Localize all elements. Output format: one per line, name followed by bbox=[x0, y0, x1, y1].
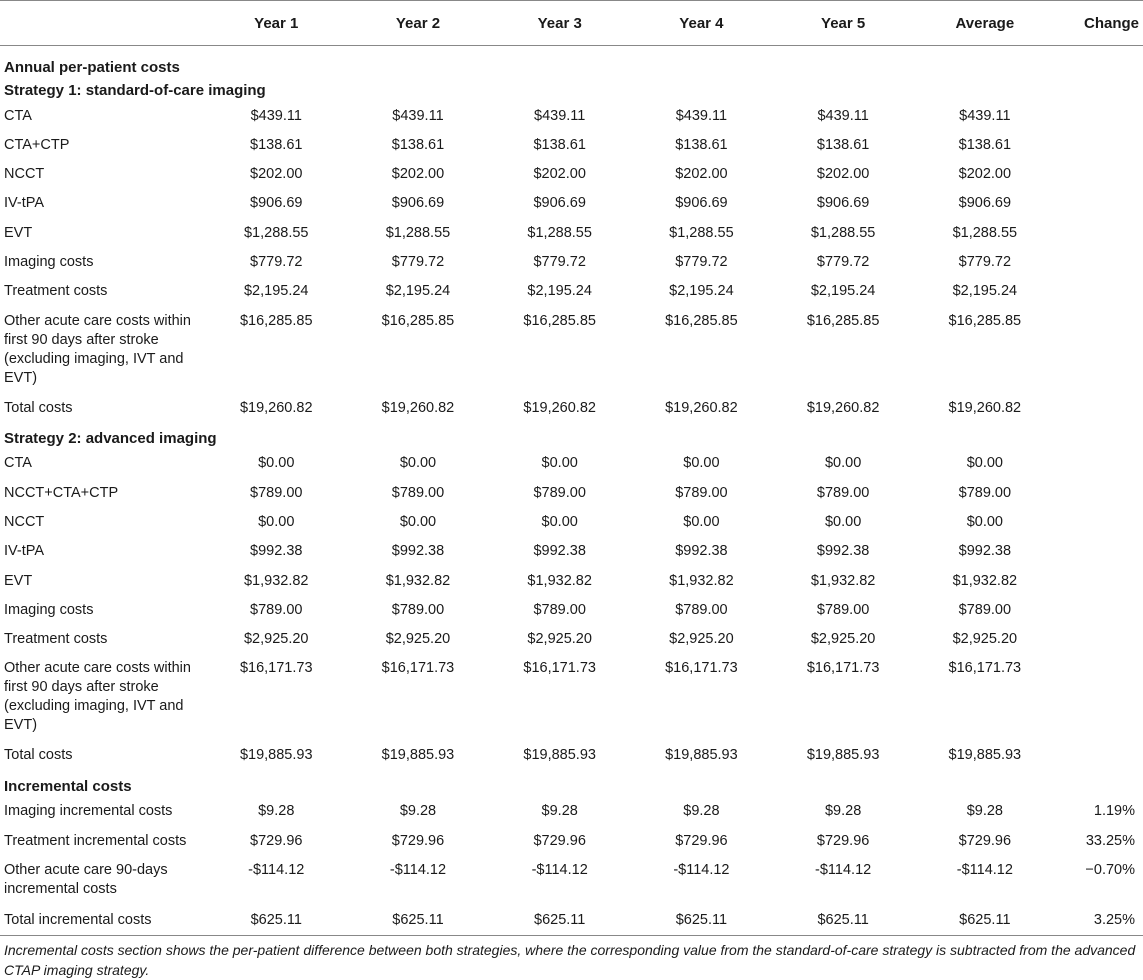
header-cell bbox=[0, 1, 205, 46]
cell-change: 1.19% bbox=[1093, 803, 1135, 820]
cell-year-3: $439.11 bbox=[534, 107, 586, 124]
table-row bbox=[0, 539, 1143, 568]
cell-year-2: $906.69 bbox=[391, 195, 445, 212]
row-label: IV-tPA bbox=[4, 195, 45, 212]
cell-year-4: $16,171.73 bbox=[665, 660, 738, 677]
table-row bbox=[0, 743, 1143, 772]
section-row bbox=[0, 773, 1143, 800]
section-title-incremental: Incremental costs bbox=[4, 777, 132, 795]
row-label: Total costs bbox=[4, 399, 73, 416]
row-label: Imaging costs bbox=[4, 601, 94, 618]
cell-change bbox=[1056, 221, 1143, 250]
cell-year-2: -$114.12 bbox=[389, 861, 447, 878]
cell-change bbox=[1056, 162, 1143, 191]
cell-year-1: $729.96 bbox=[250, 832, 303, 849]
cell-change bbox=[1056, 627, 1143, 656]
cell-average: $729.96 bbox=[958, 832, 1012, 849]
table-row bbox=[0, 396, 1143, 425]
cell-average: $202.00 bbox=[958, 166, 1012, 183]
cell-year-1: $1,932.82 bbox=[243, 572, 309, 589]
cell-year-3: $729.96 bbox=[533, 832, 586, 849]
cell-year-3: $625.11 bbox=[489, 908, 631, 936]
cell-year-4: $779.72 bbox=[675, 253, 728, 270]
cell-change bbox=[1056, 133, 1143, 162]
table-row bbox=[0, 799, 1143, 828]
section-row bbox=[0, 46, 1143, 78]
cell-year-1: $625.11 bbox=[205, 908, 347, 936]
table-row bbox=[0, 510, 1143, 539]
row-label: Treatment costs bbox=[4, 283, 108, 300]
header-change: Change bbox=[1056, 1, 1143, 46]
cell-average: $625.11 bbox=[914, 908, 1056, 936]
table-row bbox=[0, 133, 1143, 162]
cell-year-5: $992.38 bbox=[816, 543, 870, 560]
table-body bbox=[0, 46, 1143, 936]
header-year-1: Year 1 bbox=[205, 1, 347, 46]
cell-average: $0.00 bbox=[966, 513, 1003, 530]
cell-year-5: $16,285.85 bbox=[806, 312, 880, 329]
cell-change bbox=[1056, 598, 1143, 627]
cell-year-3: $789.00 bbox=[533, 601, 586, 618]
table-row bbox=[0, 627, 1143, 656]
section-row bbox=[0, 425, 1143, 452]
cell-year-4: $789.00 bbox=[675, 601, 728, 618]
cell-average: $19,885.93 bbox=[948, 747, 1022, 764]
cell-year-3: $2,195.24 bbox=[527, 283, 592, 300]
cell-year-5: $779.72 bbox=[816, 253, 870, 270]
cell-change bbox=[1056, 279, 1143, 308]
cell-year-4: $0.00 bbox=[683, 513, 720, 530]
cell-year-2: $789.00 bbox=[391, 484, 445, 501]
cell-year-2: $138.61 bbox=[391, 136, 445, 153]
row-label: CTA+CTP bbox=[4, 136, 70, 153]
cell-year-5: $1,288.55 bbox=[810, 224, 876, 241]
cell-year-5: $0.00 bbox=[824, 455, 862, 472]
cell-year-5: $202.00 bbox=[816, 166, 870, 183]
cell-average: $2,195.24 bbox=[952, 283, 1018, 300]
table-row bbox=[0, 569, 1143, 598]
cell-year-2: $19,260.82 bbox=[381, 399, 455, 416]
row-label: Total incremental costs bbox=[0, 908, 205, 936]
cell-change bbox=[1056, 451, 1143, 480]
cell-year-2: $2,195.24 bbox=[385, 283, 451, 300]
cell-year-3: $906.69 bbox=[533, 195, 586, 212]
cell-year-4: $729.96 bbox=[675, 832, 728, 849]
cell-year-2: $0.00 bbox=[399, 455, 437, 472]
cell-average: $1,932.82 bbox=[952, 572, 1018, 589]
table-footnote: Incremental costs section shows the per-patient difference between both strategies, where the corresponding value from the standard-of-care strategy is subtracted from the advanced CTAP imaging strategy. bbox=[4, 941, 1136, 978]
cell-year-5: $789.00 bbox=[816, 484, 870, 501]
cell-change bbox=[1056, 104, 1143, 133]
cell-year-2: $992.38 bbox=[391, 543, 445, 560]
cell-year-1: $789.00 bbox=[250, 601, 303, 618]
cell-year-2: $0.00 bbox=[399, 513, 437, 530]
row-label: EVT bbox=[4, 572, 33, 589]
cell-change bbox=[1056, 569, 1143, 598]
row-label: Treatment incremental costs bbox=[4, 832, 187, 849]
row-label: EVT bbox=[4, 224, 33, 241]
cell-year-5: $19,260.82 bbox=[806, 399, 880, 416]
cell-year-2: $2,925.20 bbox=[385, 631, 451, 648]
cell-year-5: $9.28 bbox=[824, 803, 862, 820]
cell-year-3: $0.00 bbox=[541, 455, 578, 472]
row-label: Imaging incremental costs bbox=[4, 803, 173, 820]
cell-average: $16,285.85 bbox=[948, 312, 1022, 329]
cell-average: $9.28 bbox=[966, 803, 1003, 820]
cell-year-2: $439.11 bbox=[392, 107, 444, 124]
cell-year-1: $19,885.93 bbox=[239, 747, 313, 764]
cell-year-3: $779.72 bbox=[533, 253, 586, 270]
table-row bbox=[0, 656, 1143, 743]
cell-year-1: $0.00 bbox=[258, 455, 295, 472]
cell-year-2: $789.00 bbox=[391, 601, 445, 618]
cell-year-3: $1,288.55 bbox=[527, 224, 592, 241]
cell-year-1: $202.00 bbox=[250, 166, 303, 183]
cell-year-5: $729.96 bbox=[816, 832, 870, 849]
cell-year-1: $439.11 bbox=[250, 107, 302, 124]
cell-year-4: $789.00 bbox=[675, 484, 728, 501]
cell-year-2: $625.11 bbox=[347, 908, 489, 936]
cell-year-4: $1,288.55 bbox=[669, 224, 734, 241]
header-year-2: Year 2 bbox=[347, 1, 489, 46]
row-label: IV-tPA bbox=[4, 543, 45, 560]
cell-year-4: $992.38 bbox=[675, 543, 728, 560]
header-row bbox=[0, 1, 1143, 46]
cell-year-3: $202.00 bbox=[533, 166, 586, 183]
section-title-annual: Annual per-patient costs bbox=[4, 59, 180, 76]
cell-year-1: -$114.12 bbox=[248, 861, 305, 878]
cell-change bbox=[1056, 539, 1143, 568]
cell-year-2: $202.00 bbox=[391, 166, 445, 183]
section-title-strategy2: Strategy 2: advanced imaging bbox=[4, 429, 217, 447]
cell-average: $1,288.55 bbox=[952, 224, 1018, 241]
cell-year-5: -$114.12 bbox=[815, 861, 872, 878]
cell-year-5: $439.11 bbox=[817, 107, 869, 124]
cell-change: −0.70% bbox=[1085, 861, 1135, 878]
cell-year-5: $138.61 bbox=[816, 136, 870, 153]
cell-year-4: $19,260.82 bbox=[665, 399, 738, 416]
cell-year-5: $16,171.73 bbox=[806, 660, 880, 677]
cell-year-5: $1,932.82 bbox=[810, 572, 876, 589]
cell-year-2: $19,885.93 bbox=[381, 747, 455, 764]
cell-change bbox=[1056, 396, 1143, 425]
cell-average: $906.69 bbox=[958, 195, 1012, 212]
cell-average: $19,260.82 bbox=[948, 399, 1022, 416]
cell-year-4: $16,285.85 bbox=[665, 312, 738, 329]
cell-year-4: $9.28 bbox=[683, 803, 720, 820]
cell-year-1: $906.69 bbox=[250, 195, 303, 212]
row-label: Other acute care costs within first 90 days after stroke (excluding imaging, IVT and EVT) bbox=[4, 660, 191, 734]
cell-year-3: $1,932.82 bbox=[527, 572, 592, 589]
cell-year-3: $16,285.85 bbox=[523, 312, 596, 329]
row-label: Treatment costs bbox=[4, 631, 108, 648]
table-row bbox=[0, 191, 1143, 220]
cell-year-2: $9.28 bbox=[399, 803, 437, 820]
cell-year-5: $906.69 bbox=[816, 195, 870, 212]
cell-average: $439.11 bbox=[959, 107, 1011, 124]
row-label: Other acute care costs within first 90 days after stroke (excluding imaging, IVT and EVT) bbox=[4, 312, 191, 386]
cell-year-1: $9.28 bbox=[258, 803, 295, 820]
cell-year-1: $16,285.85 bbox=[239, 312, 313, 329]
table-row bbox=[0, 279, 1143, 308]
cell-change: 33.25% bbox=[1085, 832, 1135, 849]
cell-year-4: -$114.12 bbox=[673, 861, 730, 878]
cell-year-4: $138.61 bbox=[675, 136, 728, 153]
cell-year-4: $0.00 bbox=[683, 455, 720, 472]
cell-change: 3.25% bbox=[1056, 908, 1143, 936]
cell-average: $992.38 bbox=[958, 543, 1012, 560]
cell-year-1: $19,260.82 bbox=[239, 399, 313, 416]
cell-year-1: $992.38 bbox=[250, 543, 303, 560]
table-row bbox=[0, 104, 1143, 133]
row-label: Imaging costs bbox=[4, 253, 94, 270]
header-year-4: Year 4 bbox=[631, 1, 773, 46]
header-year-3: Year 3 bbox=[489, 1, 631, 46]
table-row bbox=[0, 309, 1143, 396]
cell-year-1: $789.00 bbox=[250, 484, 303, 501]
cell-year-3: $138.61 bbox=[533, 136, 586, 153]
table-row bbox=[0, 908, 1143, 936]
cell-average: $0.00 bbox=[966, 455, 1003, 472]
row-label: CTA bbox=[4, 107, 32, 124]
table-row bbox=[0, 250, 1143, 279]
table-row bbox=[0, 829, 1143, 858]
cell-change bbox=[1056, 481, 1143, 510]
cell-year-5: $625.11 bbox=[772, 908, 914, 936]
cell-year-3: $19,885.93 bbox=[523, 747, 596, 764]
cell-change bbox=[1056, 191, 1143, 220]
cell-year-2: $16,285.85 bbox=[381, 312, 455, 329]
cell-year-1: $2,925.20 bbox=[243, 631, 309, 648]
cell-average: $2,925.20 bbox=[952, 631, 1018, 648]
row-label: NCCT bbox=[4, 513, 45, 530]
cell-year-1: $1,288.55 bbox=[243, 224, 309, 241]
cell-average: -$114.12 bbox=[956, 861, 1013, 878]
cell-year-3: $789.00 bbox=[533, 484, 586, 501]
cell-year-5: $2,195.24 bbox=[810, 283, 876, 300]
header-average: Average bbox=[914, 1, 1056, 46]
cell-year-1: $138.61 bbox=[250, 136, 303, 153]
cell-year-2: $1,932.82 bbox=[385, 572, 451, 589]
cell-year-2: $1,288.55 bbox=[385, 224, 451, 241]
cell-year-4: $202.00 bbox=[675, 166, 728, 183]
cell-year-2: $729.96 bbox=[391, 832, 445, 849]
table-row bbox=[0, 221, 1143, 250]
cell-average: $779.72 bbox=[958, 253, 1012, 270]
cell-average: $789.00 bbox=[958, 601, 1012, 618]
table-row bbox=[0, 858, 1143, 908]
cell-year-3: $19,260.82 bbox=[523, 399, 596, 416]
table-row bbox=[0, 598, 1143, 627]
cell-year-1: $16,171.73 bbox=[239, 660, 313, 677]
row-label: Other acute care 90-days incremental costs bbox=[4, 861, 168, 897]
section-row bbox=[0, 77, 1143, 104]
cell-year-2: $779.72 bbox=[391, 253, 445, 270]
cell-year-4: $439.11 bbox=[675, 107, 728, 124]
cell-year-3: $2,925.20 bbox=[527, 631, 592, 648]
cell-year-3: $16,171.73 bbox=[523, 660, 596, 677]
cell-year-2: $16,171.73 bbox=[381, 660, 455, 677]
table-row bbox=[0, 451, 1143, 480]
cell-average: $789.00 bbox=[958, 484, 1012, 501]
cell-year-4: $1,932.82 bbox=[669, 572, 734, 589]
row-label: NCCT bbox=[4, 166, 45, 183]
cell-year-5: $2,925.20 bbox=[810, 631, 876, 648]
section-title-strategy1: Strategy 1: standard-of-care imaging bbox=[4, 82, 266, 99]
row-label: NCCT+CTA+CTP bbox=[4, 484, 119, 501]
cell-year-5: $19,885.93 bbox=[806, 747, 880, 764]
cell-year-4: $19,885.93 bbox=[665, 747, 738, 764]
cell-year-1: $0.00 bbox=[258, 513, 295, 530]
cell-year-3: $9.28 bbox=[541, 803, 578, 820]
cell-change bbox=[1056, 309, 1143, 396]
cell-average: $16,171.73 bbox=[948, 660, 1022, 677]
cell-year-3: -$114.12 bbox=[531, 861, 588, 878]
cell-change bbox=[1056, 510, 1143, 539]
cell-year-5: $0.00 bbox=[824, 513, 862, 530]
cell-average: $138.61 bbox=[958, 136, 1012, 153]
cell-year-1: $2,195.24 bbox=[243, 283, 309, 300]
header-year-5: Year 5 bbox=[772, 1, 914, 46]
cell-year-3: $0.00 bbox=[541, 513, 578, 530]
cell-change bbox=[1056, 743, 1143, 772]
cell-change bbox=[1056, 250, 1143, 279]
cell-year-4: $2,195.24 bbox=[669, 283, 734, 300]
row-label: CTA bbox=[4, 455, 32, 472]
cell-year-4: $2,925.20 bbox=[669, 631, 734, 648]
cell-change bbox=[1056, 656, 1143, 743]
cell-year-3: $992.38 bbox=[533, 543, 586, 560]
row-label: Total costs bbox=[4, 747, 73, 764]
table-row bbox=[0, 162, 1143, 191]
cell-year-1: $779.72 bbox=[250, 253, 303, 270]
table-row bbox=[0, 481, 1143, 510]
cell-year-5: $789.00 bbox=[816, 601, 870, 618]
cell-year-4: $906.69 bbox=[675, 195, 728, 212]
cell-year-4: $625.11 bbox=[631, 908, 773, 936]
